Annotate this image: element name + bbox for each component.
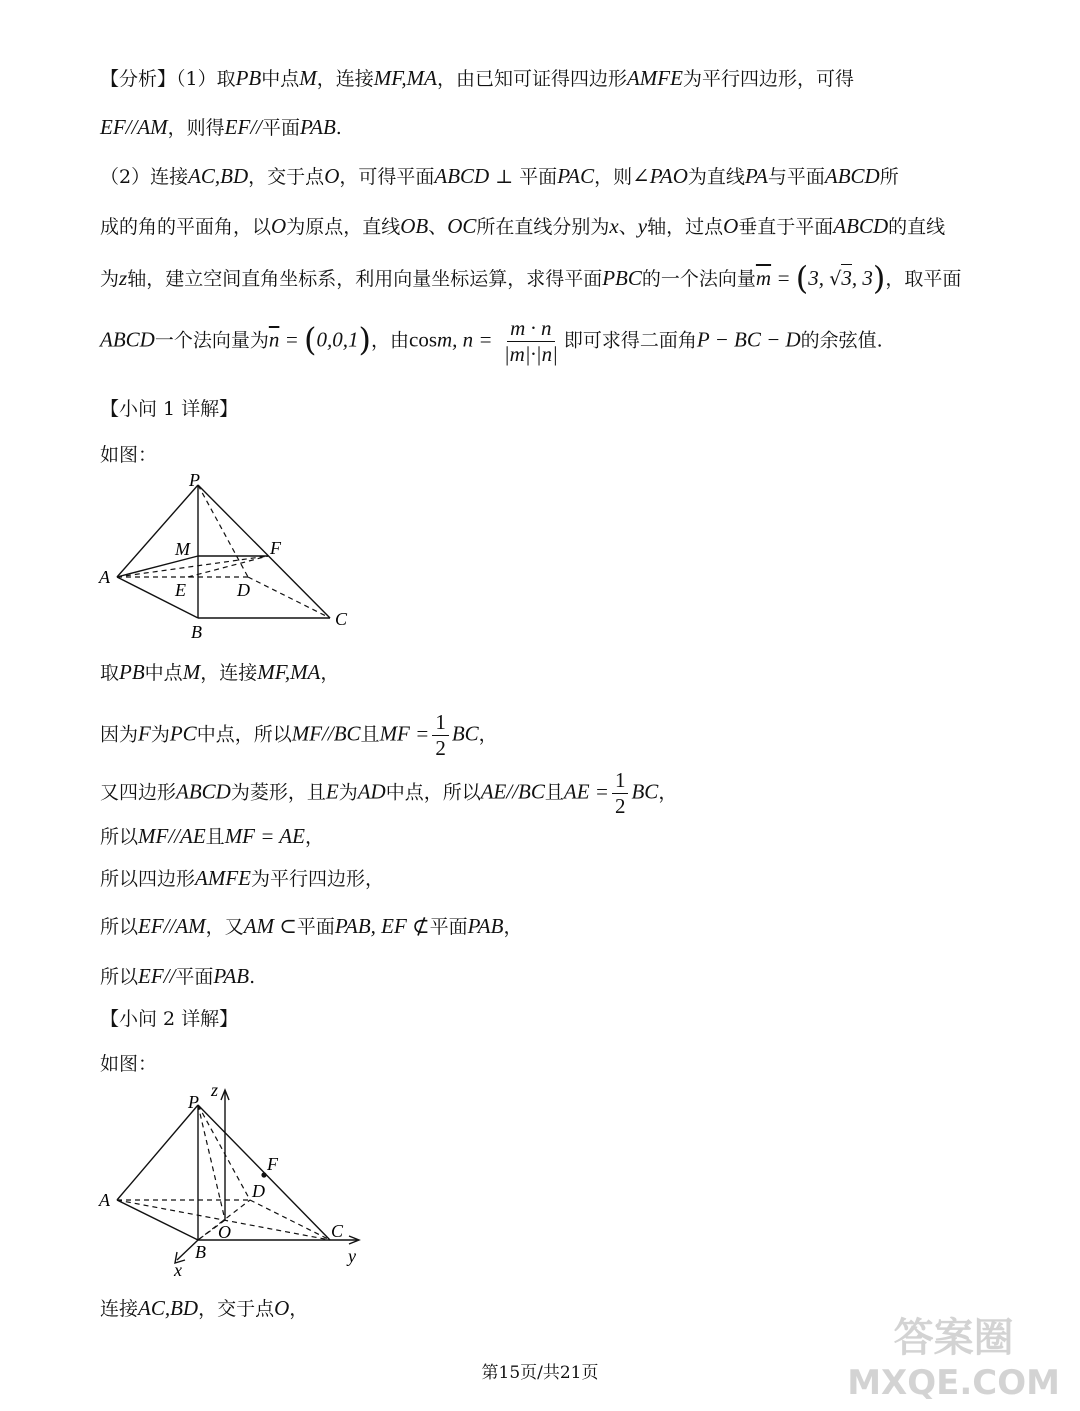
cos-fraction: $\frac{m \cdot n}{|m|\cdot|n|}$ bbox=[503, 316, 558, 366]
q2-rutu: 如图： bbox=[100, 1053, 158, 1075]
watermark-bottom: MXQE.COM bbox=[847, 1363, 1060, 1403]
fig2-label-D: D bbox=[252, 1181, 265, 1201]
q2-heading: 【小问 2 详解】 bbox=[100, 1008, 239, 1030]
q1-line-4: 所以MF//AE且MF = AE， bbox=[100, 824, 324, 848]
fig1-label-P: P bbox=[189, 470, 200, 490]
fig2-label-x: x bbox=[174, 1260, 182, 1280]
analysis-line-3: （2）连接AC,BD，交于点O，可得平面ABCD ⊥ 平面PAC，则∠PAO为直线PA与平面ABCD所 bbox=[100, 164, 899, 188]
figure-1-pyramid bbox=[95, 470, 365, 650]
vector-n: $\overline{n}$ bbox=[268, 327, 280, 352]
q1-line-7: 所以EF//平面PAB. bbox=[100, 964, 256, 988]
fig2-label-O: O bbox=[218, 1222, 231, 1242]
fig1-label-A: A bbox=[99, 567, 110, 587]
watermark bbox=[847, 1306, 1060, 1403]
q1-heading: 【小问 1 详解】 bbox=[100, 398, 239, 420]
fig1-label-E: E bbox=[175, 580, 186, 600]
fig2-label-C: C bbox=[331, 1221, 344, 1241]
fig1-label-B: B bbox=[191, 622, 202, 642]
fig2-label-P: P bbox=[188, 1092, 199, 1112]
fig2-label-B: B bbox=[195, 1242, 206, 1262]
analysis-line-1: 【分析】（1）取PB中点M，连接MF,MA，由已知可证得四边形AMFE为平行四边形，可得 bbox=[100, 66, 854, 90]
q1-line-5: 所以四边形AMFE为平行四边形， bbox=[100, 866, 385, 890]
page-footer: 第15页/共21页 bbox=[481, 1363, 599, 1383]
q1-line-3: 又四边形ABCD为菱形，且E为AD中点，所以AE//BC且AE = $\frac{1}{2}$ BC， bbox=[100, 768, 678, 818]
fig1-label-C: C bbox=[335, 609, 348, 629]
analysis-line-4: 成的角的平面角，以O为原点，直线OB、OC所在直线分别为x、y轴，过点O垂直于平面ABCD的直线 bbox=[100, 214, 946, 238]
fig2-label-A: A bbox=[99, 1190, 110, 1210]
analysis-line-6: ABCD一个法向量为$\overline{n} = (0,0,1)$，由cosm, n = $\frac{m \cdot n}{|m|\cdot|n|}$ 即可求得二面角P − BC − D的余弦值. bbox=[100, 316, 883, 366]
analysis-line-2: EF//AM，则得EF//平面PAB. bbox=[100, 115, 342, 139]
q1-line-1: 取PB中点M，连接MF,MA， bbox=[100, 660, 340, 684]
fig1-label-M: M bbox=[175, 539, 190, 559]
fig2-label-y: y bbox=[348, 1246, 356, 1266]
fig1-label-D: D bbox=[237, 580, 250, 600]
fig2-label-F: F bbox=[267, 1154, 278, 1174]
q1-line-2: 因为F为PC中点，所以MF//BC且MF = $\frac{1}{2}$ BC， bbox=[100, 710, 498, 760]
fig1-label-F: F bbox=[270, 538, 281, 558]
fig2-label-z: z bbox=[211, 1080, 219, 1100]
q1-rutu: 如图： bbox=[100, 444, 158, 466]
analysis-line-5: 为z轴，建立空间直角坐标系，利用向量坐标运算，求得平面PBC的一个法向量$\overline{m} = (3$, √3, 3)，取平面 bbox=[100, 259, 962, 297]
figure-2-coordinate-pyramid bbox=[95, 1080, 375, 1280]
watermark-top: 答案圈 bbox=[893, 1315, 1014, 1361]
vector-m: $\overline{m}$ bbox=[755, 266, 772, 290]
q2-line-1: 连接AC,BD，交于点O， bbox=[100, 1296, 309, 1320]
q1-line-6: 所以EF//AM，又AM ⊂平面PAB, EF ⊄平面PAB， bbox=[100, 914, 523, 938]
